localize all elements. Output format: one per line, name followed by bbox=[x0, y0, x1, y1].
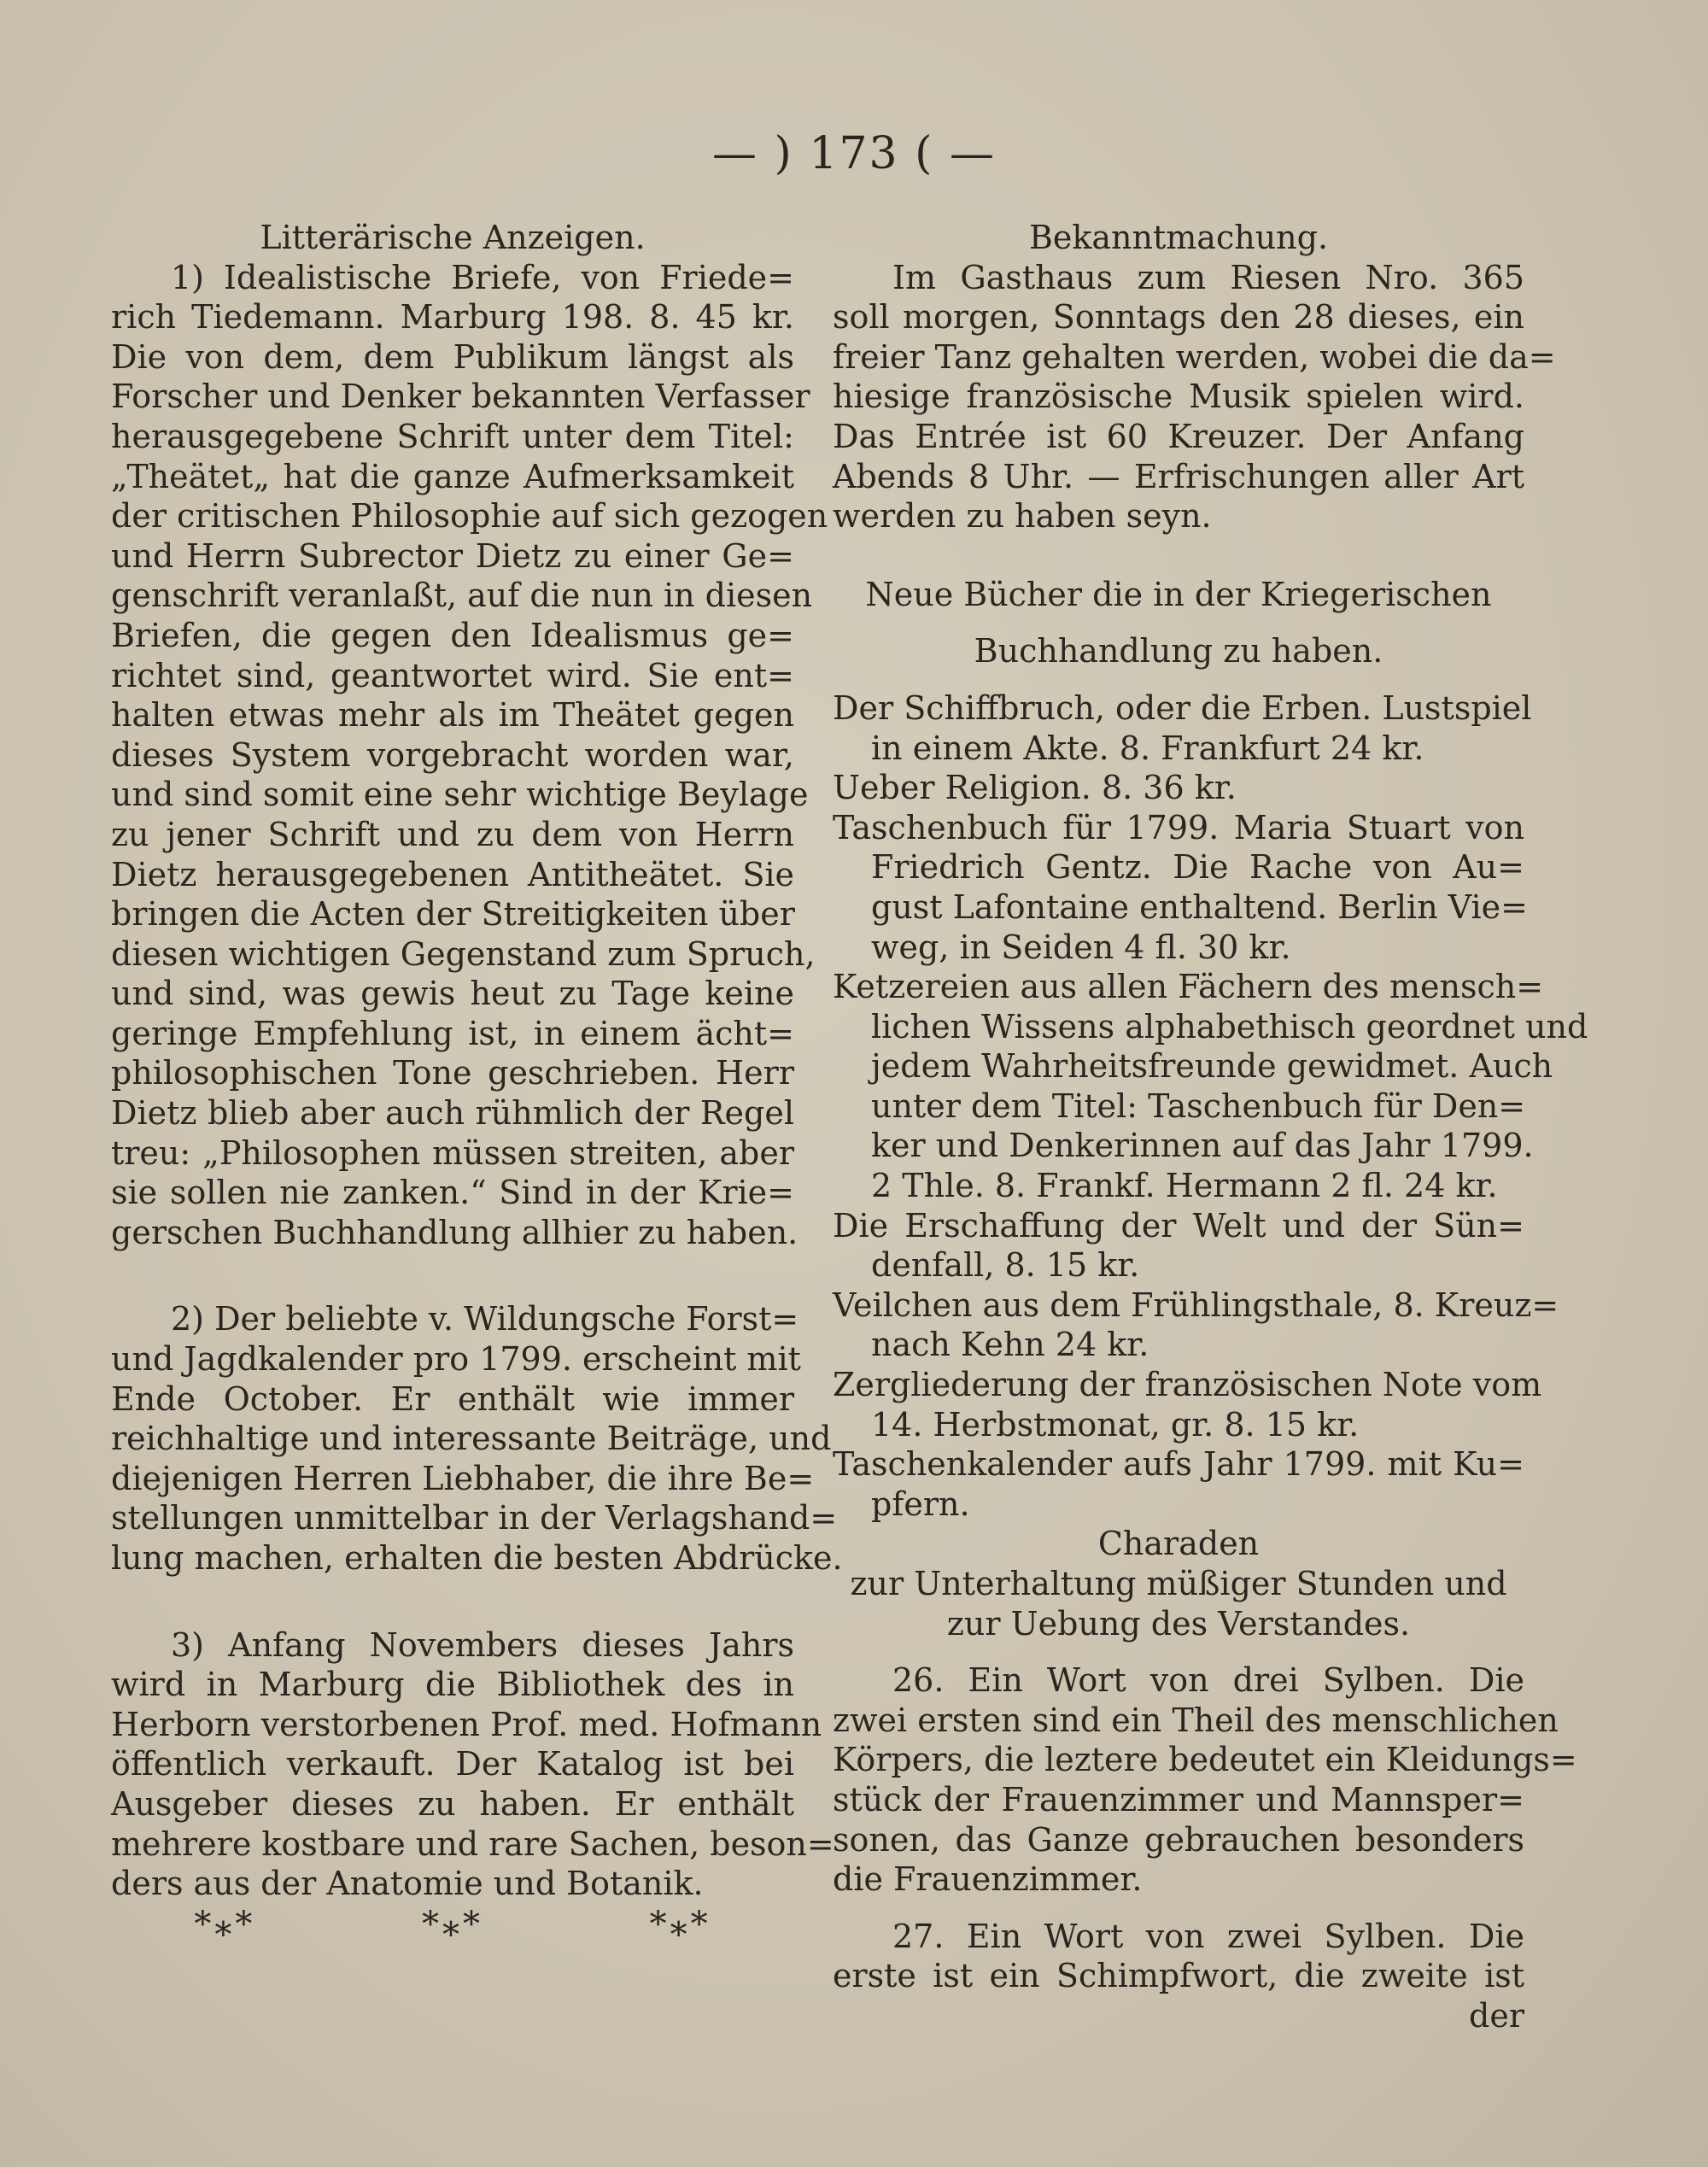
charades-heading: Charaden bbox=[1097, 1525, 1260, 1563]
text-line: Das Entrée ist 60 Kreuzer. Der Anfang bbox=[833, 417, 1524, 455]
charades-subheading-1: zur Unterhaltung müßiger Stunden und bbox=[850, 1565, 1507, 1602]
text-line: stellungen unmittelbar in der Verlagshand= bbox=[111, 1499, 838, 1537]
book-entry bbox=[833, 1444, 1524, 1524]
text-line: Der Schiffbruch, oder die Erben. Lustspiel bbox=[833, 688, 1532, 727]
charade-26 bbox=[833, 1660, 1577, 1900]
text-line: lichen Wissens alphabethisch geordnet und bbox=[871, 1007, 1588, 1045]
text-line: Forscher und Denker bekannten Verfasser bbox=[111, 378, 810, 416]
catchword: der bbox=[1469, 1996, 1524, 2035]
text-line: Die Erschaffung der Welt und der Sün= bbox=[833, 1206, 1524, 1245]
text-line: lung machen, erhalten die besten Abdrücke. bbox=[111, 1539, 843, 1577]
text-line: geringe Empfehlung ist, in einem ächt= bbox=[111, 1014, 794, 1052]
text-line: 2 Thle. 8. Frankf. Hermann 2 fl. 24 kr. bbox=[871, 1167, 1498, 1205]
text-line: die Frauenzimmer. bbox=[833, 1860, 1143, 1899]
text-line: zwei ersten sind ein Theil des menschlichen bbox=[833, 1701, 1559, 1739]
text-line: Dietz blieb aber auch rühmlich der Regel bbox=[111, 1094, 794, 1133]
text-line: Herborn verstorbenen Prof. med. Hofmann bbox=[111, 1705, 822, 1743]
text-line: zu jener Schrift und zu dem von Herrn bbox=[111, 815, 794, 853]
text-line: 14. Herbstmonat, gr. 8. 15 kr. bbox=[871, 1405, 1360, 1444]
text-line: Ende October. Er enthält wie immer bbox=[111, 1379, 794, 1418]
text-line: gerschen Buchhandlung allhier zu haben. bbox=[111, 1213, 798, 1251]
text-line: halten etwas mehr als im Theätet gegen bbox=[111, 696, 794, 735]
right-column bbox=[833, 218, 1588, 2036]
text-line: Taschenbuch für 1799. Maria Stuart von bbox=[833, 808, 1524, 846]
text-line: der critischen Philosophie auf sich gezogen bbox=[111, 497, 828, 536]
text-line: Taschenkalender aufs Jahr 1799. mit Ku= bbox=[833, 1445, 1524, 1484]
literary-notices-heading: Litterärische Anzeigen. bbox=[260, 219, 646, 256]
text-line: Veilchen aus dem Frühlingsthale, 8. Kreuz= bbox=[833, 1286, 1559, 1324]
asterism: *⁎* bbox=[649, 1905, 711, 1944]
book-entry bbox=[833, 808, 1528, 967]
text-line: 2) Der beliebte v. Wildungsche Forst= bbox=[171, 1300, 799, 1338]
text-line: hiesige französische Musik spielen wird. bbox=[833, 378, 1524, 416]
text-line: Ketzereien aus allen Fächern des mensch= bbox=[833, 968, 1544, 1006]
book-entry bbox=[833, 967, 1588, 1206]
text-line: unter dem Titel: Taschenbuch für Den= bbox=[871, 1086, 1526, 1125]
book-entry bbox=[833, 688, 1532, 768]
text-line: ders aus der Anatomie und Botanik. bbox=[111, 1865, 704, 1903]
text-line: reichhaltige und interessante Beiträge, und bbox=[111, 1420, 832, 1458]
text-line: und Jagdkalender pro 1799. erscheint mit bbox=[111, 1340, 801, 1379]
text-line: herausgegebene Schrift unter dem Titel: bbox=[111, 417, 794, 455]
text-line: weg, in Seiden 4 fl. 30 kr. bbox=[871, 928, 1291, 966]
page-number: — ) 173 ( — bbox=[712, 128, 996, 179]
text-line: stück der Frauenzimmer und Mannsper= bbox=[833, 1780, 1524, 1819]
text-line: gust Lafontaine enthaltend. Berlin Vie= bbox=[871, 887, 1528, 926]
charades-subheading-2: zur Uebung des Verstandes. bbox=[946, 1604, 1411, 1643]
text-line: in einem Akte. 8. Frankfurt 24 kr. bbox=[871, 729, 1424, 767]
announcement-heading: Bekanntmachung. bbox=[1028, 219, 1329, 256]
text-line: jedem Wahrheitsfreunde gewidmet. Auch bbox=[871, 1047, 1553, 1086]
text-line: Ausgeber dieses zu haben. Er enthält bbox=[111, 1784, 794, 1823]
notice-2 bbox=[111, 1299, 843, 1578]
text-line: und Herrn Subrector Dietz zu einer Ge= bbox=[111, 536, 794, 575]
text-line: nach Kehn 24 kr. bbox=[871, 1326, 1149, 1364]
text-line: dieses System vorgebracht worden war, bbox=[111, 735, 794, 774]
text-line: „Theätet„ hat die ganze Aufmerksamkeit bbox=[111, 457, 794, 495]
text-line: bringen die Acten der Streitigkeiten über bbox=[111, 895, 795, 934]
text-line: öffentlich verkauft. Der Katalog ist bei bbox=[111, 1745, 794, 1783]
text-line: sonen, das Ganze gebrauchen besonders bbox=[833, 1820, 1524, 1859]
book-entry bbox=[833, 1206, 1524, 1286]
text-line: sie sollen nie zanken.“ Sind in der Krie= bbox=[111, 1174, 794, 1212]
new-books-heading: Neue Bücher die in der Kriegerischen bbox=[865, 575, 1492, 613]
text-line: erste ist ein Schimpfwort, die zweite ist bbox=[833, 1957, 1524, 1995]
text-line: Die von dem, dem Publikum längst als bbox=[111, 337, 794, 376]
notice-1 bbox=[111, 258, 828, 1253]
text-line: werden zu haben seyn. bbox=[833, 497, 1212, 536]
text-line: Dietz herausgegebenen Antitheätet. Sie bbox=[111, 855, 794, 893]
text-line: 26. Ein Wort von drei Sylben. Die bbox=[892, 1661, 1524, 1700]
text-line: Ueber Religion. 8. 36 kr. bbox=[833, 769, 1237, 807]
book-entry bbox=[833, 768, 1524, 808]
text-line: philosophischen Tone geschrieben. Herr bbox=[111, 1054, 794, 1092]
text-line: und sind somit eine sehr wichtige Beylage bbox=[111, 776, 809, 814]
new-books-subheading: Buchhandlung zu haben. bbox=[974, 632, 1383, 671]
asterism: *⁎* bbox=[421, 1905, 483, 1944]
text-line: soll morgen, Sonntags den 28 dieses, ein bbox=[833, 298, 1524, 337]
text-line: freier Tanz gehalten werden, wobei die da= bbox=[833, 337, 1556, 376]
text-line: denfall, 8. 15 kr. bbox=[871, 1246, 1140, 1285]
asterism-divider bbox=[111, 1905, 794, 1944]
book-entry bbox=[833, 1365, 1542, 1444]
text-line: Abends 8 Uhr. — Erfrischungen aller Art bbox=[833, 457, 1524, 495]
text-line: 27. Ein Wort von zwei Sylben. Die bbox=[892, 1917, 1524, 1955]
book-entry bbox=[833, 1286, 1559, 1365]
text-line: diesen wichtigen Gegenstand zum Spruch, bbox=[111, 934, 816, 973]
text-line: ker und Denkerinnen auf das Jahr 1799. bbox=[871, 1127, 1534, 1165]
text-line: 1) Idealistische Briefe, von Friede= bbox=[171, 258, 794, 296]
text-line: Im Gasthaus zum Riesen Nro. 365 bbox=[892, 258, 1524, 296]
text-line: genschrift veranlaßt, auf die nun in diesen bbox=[111, 577, 813, 615]
text-line: pfern. bbox=[871, 1485, 970, 1523]
notice-3 bbox=[111, 1625, 834, 1904]
text-line: Zergliederung der französischen Note vom bbox=[833, 1366, 1542, 1404]
text-line: Friedrich Gentz. Die Rache von Au= bbox=[871, 848, 1524, 887]
book-list bbox=[833, 688, 1588, 1524]
announcement bbox=[833, 258, 1556, 536]
text-line: wird in Marburg die Bibliothek des in bbox=[111, 1666, 794, 1704]
text-line: Körpers, die leztere bedeutet ein Kleidungs= bbox=[833, 1741, 1577, 1779]
text-line: Briefen, die gegen den Idealismus ge= bbox=[111, 616, 794, 654]
text-line: diejenigen Herren Liebhaber, die ihre Be= bbox=[111, 1459, 815, 1497]
text-line: treu: „Philosophen müssen streiten, aber bbox=[111, 1133, 794, 1172]
text-line: rich Tiedemann. Marburg 198. 8. 45 kr. bbox=[111, 298, 794, 337]
asterism: *⁎* bbox=[194, 1905, 256, 1944]
charade-27 bbox=[833, 1917, 1524, 1996]
text-line: und sind, was gewis heut zu Tage keine bbox=[111, 975, 794, 1013]
text-line: 3) Anfang Novembers dieses Jahrs bbox=[171, 1625, 794, 1664]
text-line: mehrere kostbare und rare Sachen, beson= bbox=[111, 1824, 834, 1863]
left-column bbox=[111, 218, 843, 1904]
text-line: richtet sind, geantwortet wird. Sie ent= bbox=[111, 656, 794, 694]
